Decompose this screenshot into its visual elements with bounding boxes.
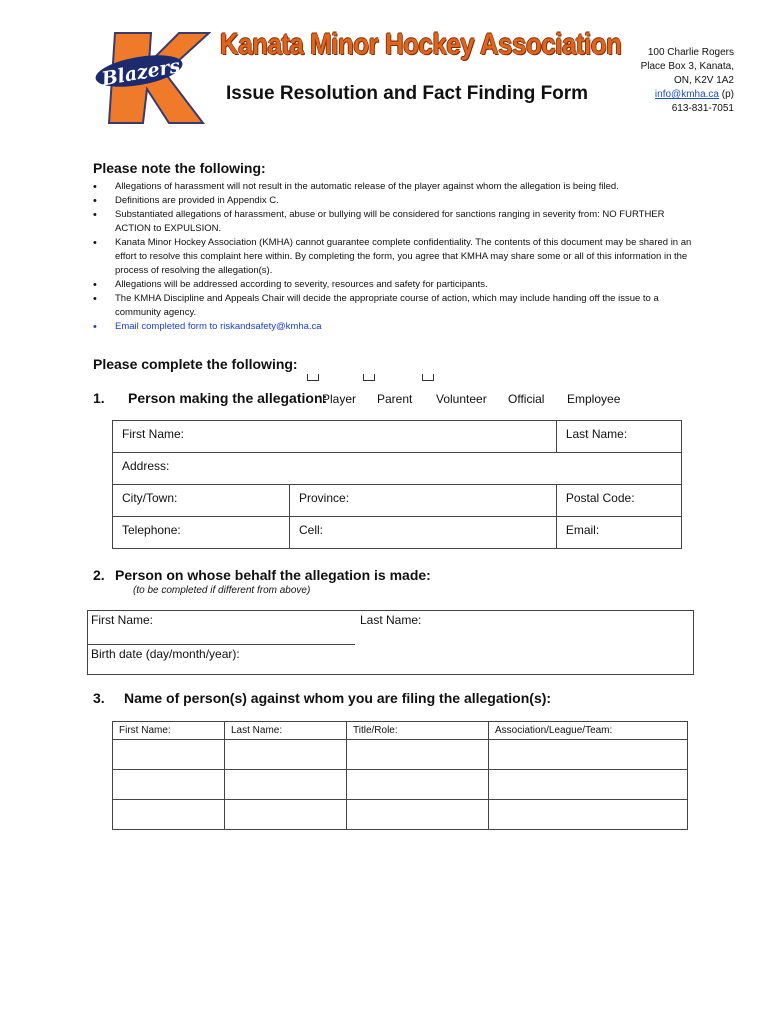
- role-parent[interactable]: Parent: [377, 392, 413, 406]
- column-title-role: Title/Role:: [347, 722, 489, 740]
- behalf-last-name-field[interactable]: Last Name:: [360, 613, 422, 627]
- section-1-table: [112, 420, 682, 549]
- section-3-title: Name of person(s) against whom you are filing the allegation(s):: [124, 690, 552, 706]
- email-field[interactable]: Email:: [556, 517, 681, 549]
- row-1-last-name-cell[interactable]: [225, 740, 347, 770]
- address-line-1: 100 Charlie Rogers: [647, 47, 734, 58]
- section-3-number: 3.: [93, 690, 105, 706]
- column-last-name: Last Name:: [225, 722, 347, 740]
- contact-email-link[interactable]: info@kmha.ca: [654, 89, 719, 100]
- notes-list: [93, 180, 693, 334]
- row-1-title-cell[interactable]: [347, 740, 489, 770]
- column-first-name: First Name:: [113, 722, 225, 740]
- row-3-first-name-cell[interactable]: [113, 800, 225, 830]
- row-2-first-name-cell[interactable]: [113, 770, 225, 800]
- address-line-2: Place Box 3, Kanata,: [640, 61, 734, 72]
- note-item: • Substantiated allegations of harassment, abuse or bullying will be considered for sanctions ranging in severity from: NO FURTHER ACTION to EXPULSION.: [93, 208, 693, 236]
- row-2-association-cell[interactable]: [489, 770, 688, 800]
- volunteer-checkbox[interactable]: [422, 374, 434, 381]
- postal-code-field[interactable]: Postal Code:: [556, 485, 681, 517]
- section-1-number: 1.: [93, 390, 105, 406]
- province-field[interactable]: Province:: [290, 485, 557, 517]
- address-field[interactable]: Address:: [113, 453, 682, 485]
- city-field[interactable]: City/Town:: [113, 485, 290, 517]
- row-3-last-name-cell[interactable]: [225, 800, 347, 830]
- role-employee[interactable]: Employee: [567, 392, 621, 406]
- section-1-title: Person making the allegation:: [128, 390, 328, 406]
- note-item: • The KMHA Discipline and Appeals Chair will decide the appropriate course of action, which may include handing off the issue to a community agency.: [93, 292, 693, 320]
- section-3-table: [112, 721, 688, 830]
- note-item: • Definitions are provided in Appendix C.: [93, 194, 693, 208]
- logo-text: Blazers: [100, 54, 182, 91]
- note-item: • Kanata Minor Hockey Association (KMHA) cannot guarantee complete confidentiality. The contents of this document may be shared in an effort to resolve this complaint here within. By completing the form, you agree that KMHA may share some or all of this information in the process of resolving the allegation(s).: [93, 236, 693, 278]
- behalf-first-name-field[interactable]: First Name:: [91, 613, 154, 627]
- player-checkbox[interactable]: [307, 374, 319, 381]
- notes-heading: Please note the following:: [93, 160, 266, 176]
- last-name-field[interactable]: Last Name:: [556, 421, 681, 453]
- column-association: Association/League/Team:: [489, 722, 688, 740]
- row-1-first-name-cell[interactable]: [113, 740, 225, 770]
- role-player[interactable]: Player: [322, 392, 357, 406]
- row-2-last-name-cell[interactable]: [225, 770, 347, 800]
- cell-field[interactable]: Cell:: [290, 517, 557, 549]
- row-3-title-cell[interactable]: [347, 800, 489, 830]
- row-1-association-cell[interactable]: [489, 740, 688, 770]
- section-2-divider: [87, 644, 355, 645]
- contact-address: [641, 46, 734, 116]
- row-3-association-cell[interactable]: [489, 800, 688, 830]
- telephone-field[interactable]: Telephone:: [113, 517, 290, 549]
- email-suffix: (p): [719, 89, 734, 100]
- section-2-number: 2.: [93, 567, 105, 583]
- section-2-title: Person on whose behalf the allegation is made:: [115, 567, 431, 583]
- row-2-title-cell[interactable]: [347, 770, 489, 800]
- organization-name: Kanata Minor Hockey Association: [220, 28, 622, 61]
- note-item: • Allegations will be addressed according to severity, resources and safety for participants.: [93, 278, 693, 292]
- parent-checkbox[interactable]: [363, 374, 375, 381]
- role-volunteer[interactable]: Volunteer: [436, 392, 487, 406]
- address-line-3: ON, K2V 1A2: [673, 75, 734, 86]
- birth-date-field[interactable]: Birth date (day/month/year):: [91, 647, 240, 661]
- note-item-email[interactable]: • Email completed form to riskandsafety@kmha.ca: [93, 320, 693, 334]
- note-item: • Allegations of harassment will not result in the automatic release of the player against whom the allegation is being filed.: [93, 180, 693, 194]
- form-title: Issue Resolution and Fact Finding Form: [226, 83, 589, 104]
- contact-phone: 613-831-7051: [671, 103, 734, 114]
- complete-heading: Please complete the following:: [93, 356, 298, 372]
- section-2-subtitle: (to be completed if different from above): [133, 585, 311, 596]
- kmha-logo: [93, 27, 211, 125]
- first-name-field[interactable]: First Name:: [113, 421, 557, 453]
- role-official[interactable]: Official: [508, 392, 545, 406]
